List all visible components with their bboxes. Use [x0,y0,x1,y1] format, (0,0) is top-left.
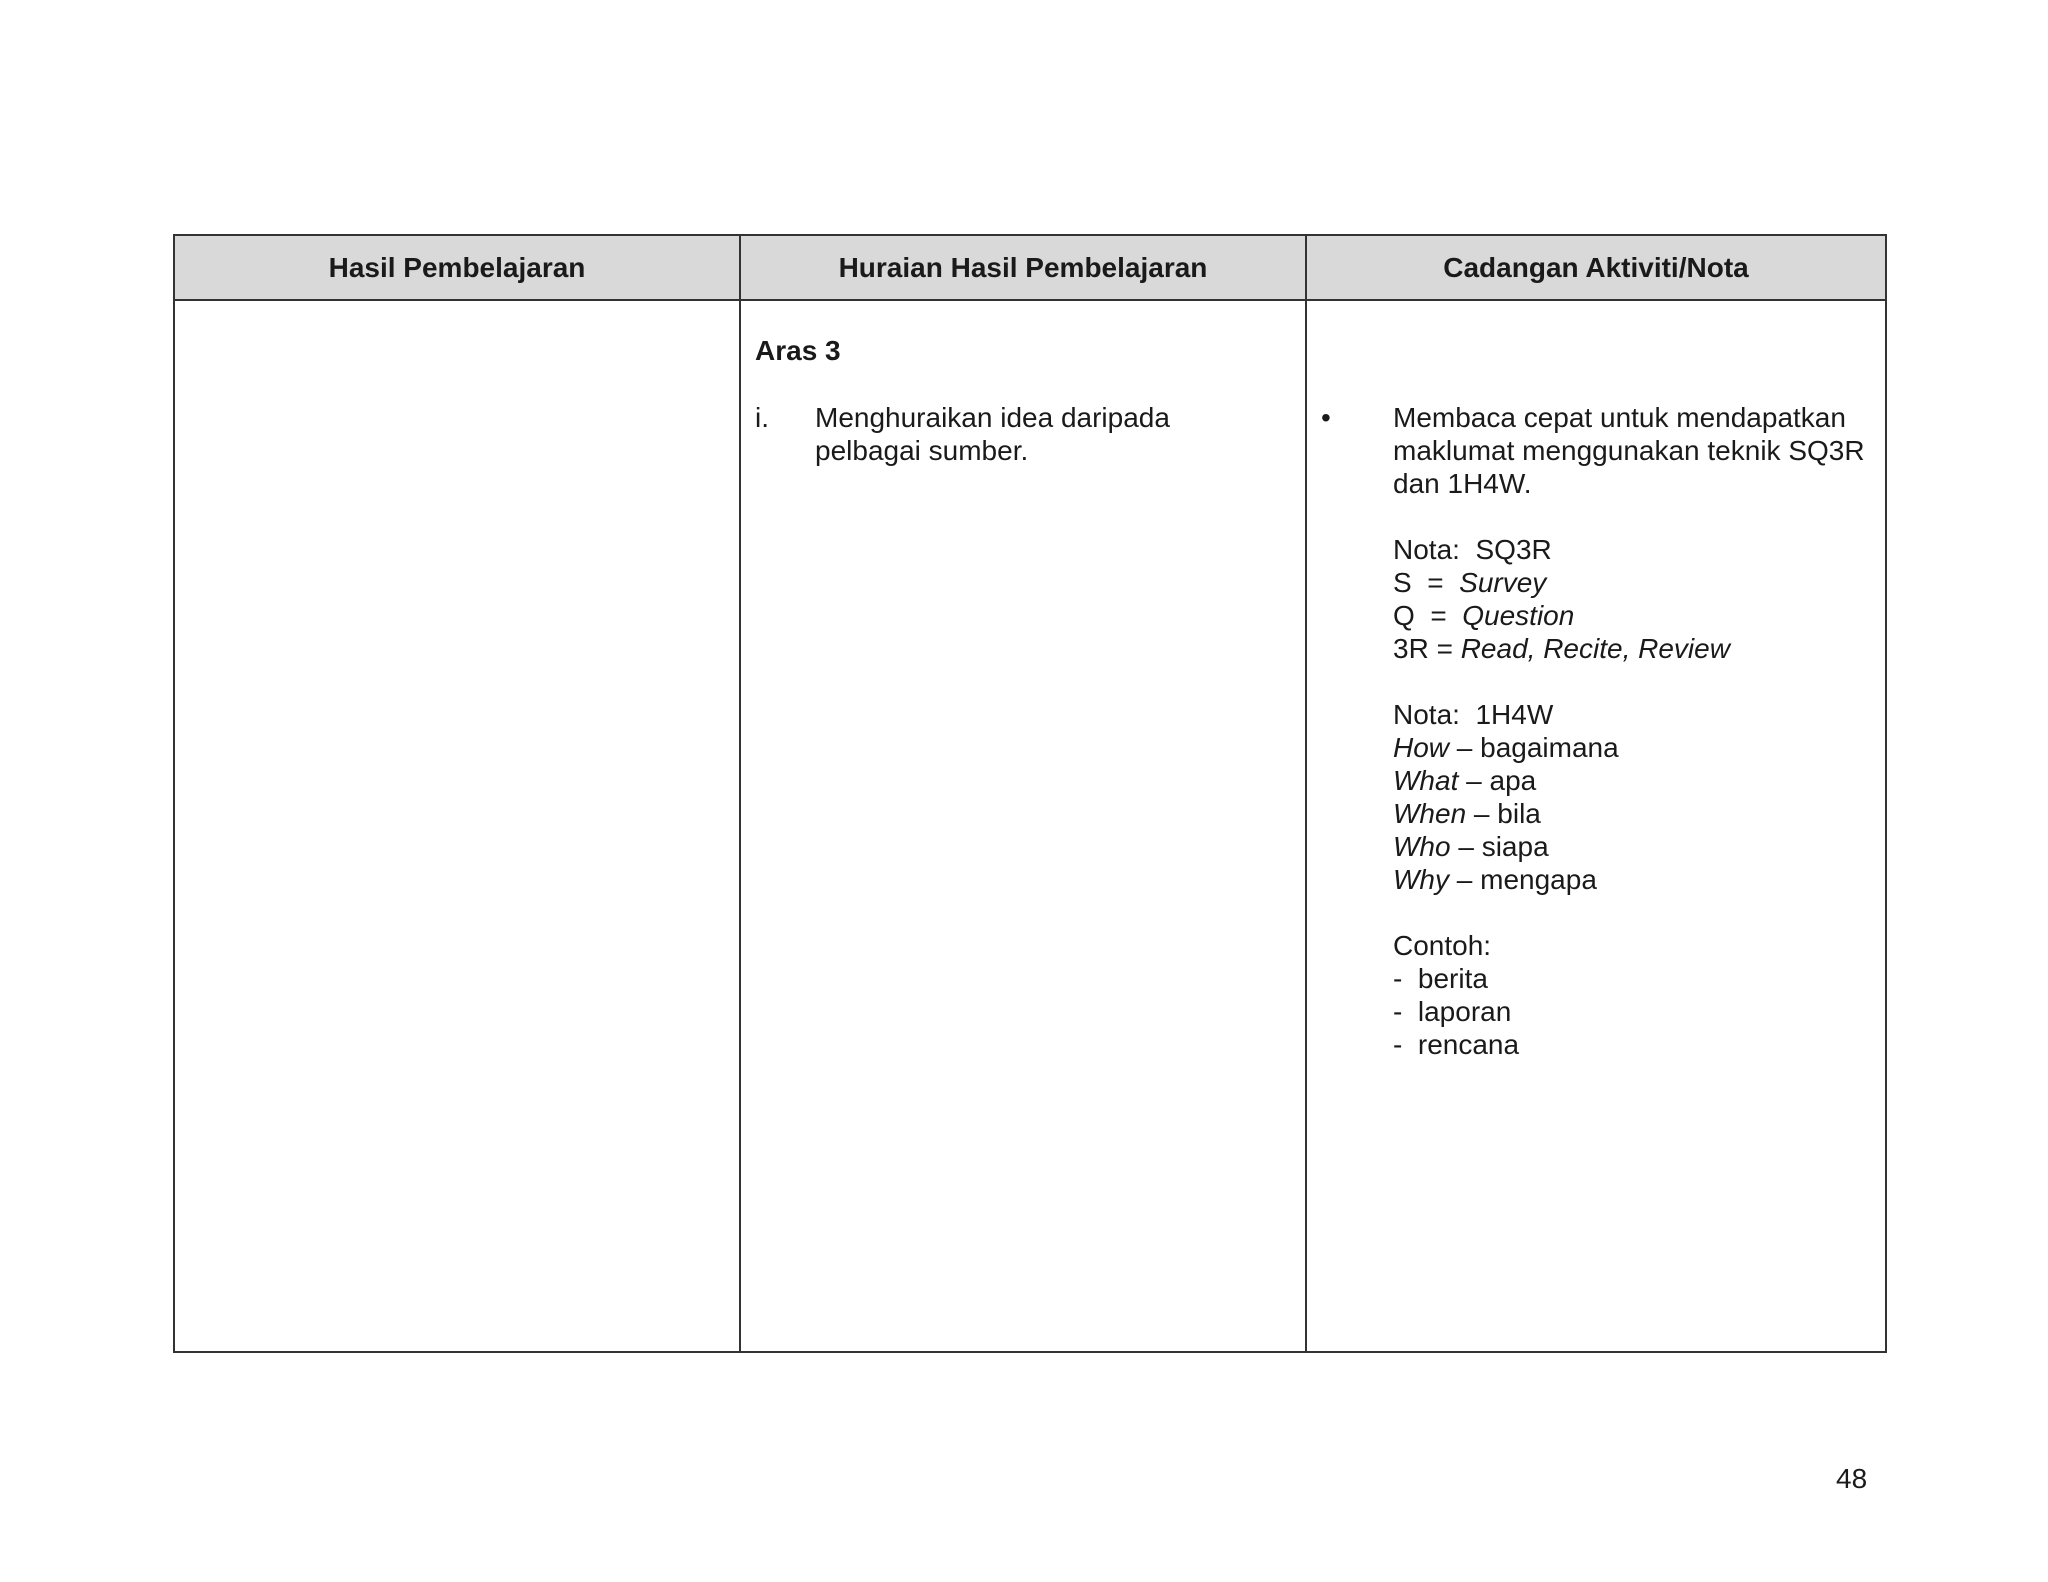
sq3r-s-value: Survey [1459,567,1547,598]
sq3r-s-label: S = [1393,567,1452,598]
sq3r-q-line [1393,599,1873,632]
1h4w-when [1393,797,1873,830]
1h4w-meaning: – bagaimana [1449,732,1619,763]
example-item: - berita [1393,963,1488,994]
1h4w-who [1393,830,1873,863]
bullet-icon: • [1321,402,1331,433]
header-outcome-description: Huraian Hasil Pembelajaran [740,235,1306,300]
sq3r-note [1393,533,1873,665]
1h4w-meaning: – siapa [1450,831,1549,862]
1h4w-term: Why [1393,864,1449,895]
sq3r-r-label: 3R = [1393,633,1461,664]
1h4w-term: When [1393,798,1467,829]
activity-intro: Membaca cepat untuk mendapatkan maklumat menggunakan teknik SQ3R dan 1H4W. [1393,402,1865,499]
sq3r-s-line [1393,566,1873,599]
1h4w-term: How [1393,732,1450,763]
header-learning-outcome: Hasil Pembelajaran [174,235,740,300]
outcome-item-text: Menghuraikan idea daripada pelbagai sumber. [815,402,1170,466]
activity-notes-cell [1306,300,1886,1352]
1h4w-how [1393,731,1873,764]
examples-title: Contoh: [1393,930,1492,961]
1h4w-meaning: – apa [1458,765,1537,796]
1h4w-what [1393,764,1873,797]
outcome-item-number: i. [755,402,769,433]
sq3r-r-line [1393,632,1873,665]
example-item: - rencana [1393,1029,1520,1060]
curriculum-table [173,234,1887,1353]
table-header-row [174,235,1886,300]
example-item: - laporan [1393,996,1512,1027]
sq3r-q-label: Q = [1393,600,1455,631]
1h4w-note [1393,698,1873,896]
sq3r-title: Nota: SQ3R [1393,534,1552,565]
1h4w-why [1393,863,1873,896]
1h4w-term: What [1393,765,1459,796]
sq3r-q-value: Question [1462,600,1575,631]
activity-body [1393,401,1873,1061]
level-title: Aras 3 [755,335,841,366]
learning-outcome-cell [174,300,740,1352]
page-number: 48 [1836,1463,1868,1494]
outcome-description-cell [740,300,1306,1352]
table-row [174,300,1886,1352]
sq3r-r-value: Read, Recite, Review [1460,633,1730,664]
header-activity-notes: Cadangan Aktiviti/Nota [1306,235,1886,300]
learning-outcome-text [175,301,739,1351]
1h4w-title: Nota: 1H4W [1393,699,1554,730]
1h4w-term: Who [1393,831,1451,862]
examples-note [1393,929,1873,1061]
1h4w-meaning: – bila [1466,798,1541,829]
1h4w-meaning: – mengapa [1449,864,1597,895]
